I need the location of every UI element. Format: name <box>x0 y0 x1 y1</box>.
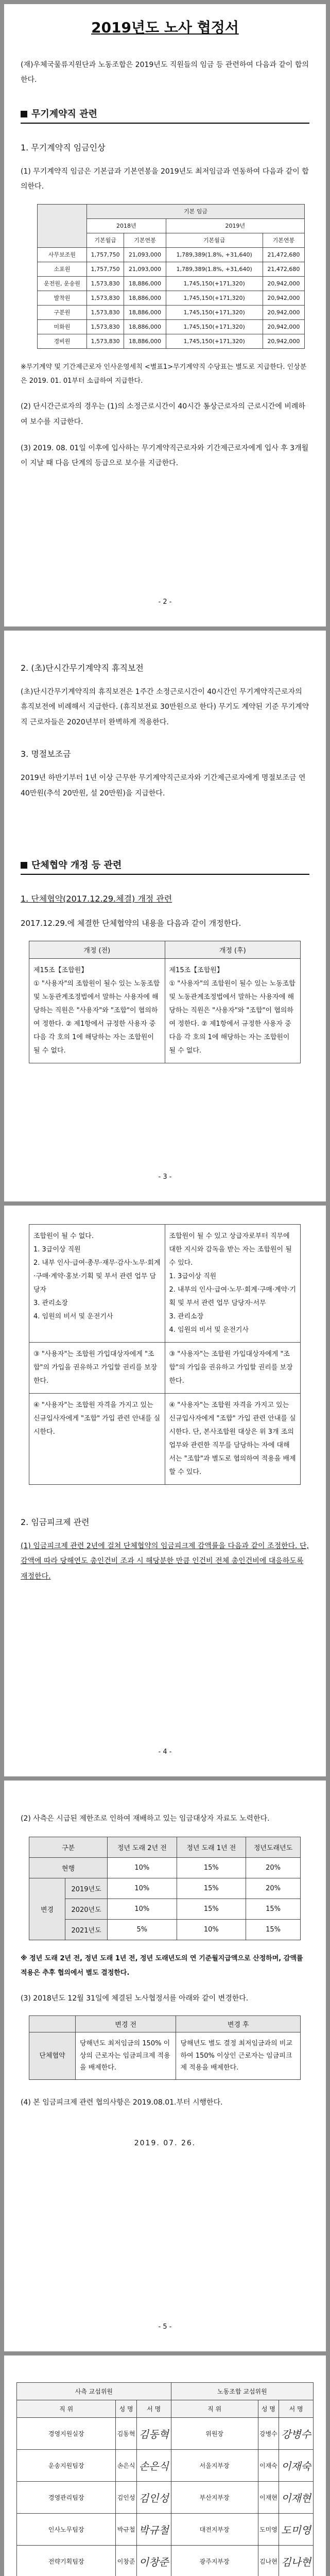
paragraph: (3) 2019. 08. 01일 이후에 입사하는 무기계약직근로자와 기간제근로자에게 입사 후 3개월이 지날 때 다음 단계의 등급으로 보수를 지급한다. <box>21 444 309 468</box>
signature: 손은식 <box>136 2450 171 2482</box>
page-number: - 4 - <box>158 1748 172 1756</box>
paragraph: (2) 단시간근로자의 경우는 (1)의 소정근로시간이 40시간 통상근로자의 근로시간에 비례하여 보수를 지급한다. <box>21 402 305 426</box>
signature-table: 사측 교섭위원 노동조합 교섭위원 직 위 성 명 서 명 직 위 성 명 서 명 경영지원실장 김동혁 김동혁 위원장 강병수 강병수 운송지원팀장 손은식 손은식 서울지부장 이재숙 이재숙 경영관리팀장 김인성 김인성 부산지부장 이재현 이재현 인사노무팀장 박규철 박규철 대전지부장 도미영 도미영 전략기획팀장 이창준 이창준 광주지부장 김나현 김나현 <box>16 2382 314 2576</box>
page-number: - 5 - <box>158 2323 172 2331</box>
sub-col: 기본연봉 <box>124 233 166 247</box>
paragraph: (3) 2018년도 12월 31일에 체결된 노사협정서를 아래와 같이 변경한다. <box>21 1994 249 2003</box>
subsection-heading: 2. (초)단시간무기계약직 휴직보전 <box>21 663 144 673</box>
article-text: ① "사용자"의 조합원이 될수 있는 노동조합 및 노동관계조정법에서 말하는 사용자에 해당하는 직원은 "사용자"와 "조합"이 협의하여 정한다. ② 제1항에서 규정한 사용자 중 다음 각 호의 1에 해당하는 자는 조합원이 될 수 없다. <box>169 980 296 1055</box>
paragraph: (2) 사측은 시급된 제한조로 인하여 재배하고 있는 임금대상자 자료도 노력한다. <box>21 1815 270 1823</box>
signature: 김동혁 <box>136 2418 171 2450</box>
signature: 김나현 <box>279 2546 314 2576</box>
alteration-table: 변경 전 변경 후 단체협약 당해년도 최저임금의 150% 이상의 근로자는 임금피크제 적용을 배제한다. 당해년도 별도 결정 최저임금과의 비교하여 150% 이상인 근로자는 임금피크제 적용을 배제한다. <box>29 2015 301 2079</box>
square-bullet-icon <box>21 862 27 869</box>
signature: 이창준 <box>136 2546 171 2576</box>
table-row: 운전원, 운송원 1,573,830 18,886,000 1,745,150(+171,320) 20,942,000 <box>38 276 305 291</box>
sub-col: 기본연봉 <box>263 233 304 247</box>
signature-row: 인사노무팀장 박규철 박규철 대전지부장 도미영 도미영 <box>17 2514 314 2546</box>
section-heading: 무기계약직 관련 <box>21 107 309 124</box>
revision-table <box>29 941 301 1063</box>
sub-col: 기본월급 <box>166 233 263 247</box>
revised-cell <box>165 959 301 1063</box>
revised-clause: ④ "사용자"는 조합원 자격을 가지고 있는 신규입사자에게 "조합" 가입 관련 안내를 실시한다. 단, 본사조합원 대상은 위 3개 조의 업무와 관련한 직무를 담당하는 자에 대해서는 "조합"과 별도로 협의하여 적용을 배제할 수 있다. <box>165 1394 301 1485</box>
col-revised: 개정 (후) <box>165 941 301 959</box>
article-label: 제15조【조합원】 <box>169 967 223 975</box>
signature-row: 경영관리팀장 김인성 김인성 부산지부장 이재현 이재현 <box>17 2482 314 2514</box>
revision-table-continued <box>29 1224 301 1485</box>
signature: 박규철 <box>136 2514 171 2546</box>
table-row: 변경 2019년도 10% 15% 20% <box>29 1878 301 1899</box>
revised-clause: ③ "사용자"는 조합원 가입대상자에게 "조합"의 가입을 권유하고 가입할 권리를 보장한다. <box>165 1343 301 1394</box>
table-row: 2020년도 10% 15% 15% <box>29 1899 301 1920</box>
reduction-rate-table: 구분 정년 도래 2년 전 정년 도래 1년 전 정년도래년도 현행 10% 15% 20% 변경 2019년도 10% 15% 20% 2020년도 10% 15% 15% 2021년도 5% 10% 15% <box>29 1837 301 1940</box>
page-5 <box>4 2355 326 2576</box>
paragraph: (1) 무기계약직 임금은 기본급과 기본연봉을 2019년도 최저임금과 연동하여 다음과 같이 합의한다. <box>21 167 309 191</box>
wage-table <box>37 204 305 349</box>
table-row: 현행 10% 15% 20% <box>29 1858 301 1878</box>
change-label: 변경 <box>29 1878 65 1940</box>
table-row: 발착원 1,573,830 18,886,000 1,745,150(+171,320) 20,942,000 <box>38 291 305 305</box>
col-2018: 2018년 <box>87 218 166 233</box>
table-row: 경비원 1,573,830 18,886,000 1,745,150(+171,320) 20,942,000 <box>38 334 305 348</box>
subsection-heading: 3. 명절보조금 <box>21 749 71 759</box>
agreement-date: 2019. 07. 26. <box>134 2139 196 2147</box>
table-row: 미화원 1,573,830 18,886,000 1,745,150(+171,320) 20,942,000 <box>38 319 305 334</box>
signature: 김인성 <box>136 2482 171 2514</box>
table-header: 기본 임금 <box>87 204 305 218</box>
table-row: 2021년도 5% 10% 15% <box>29 1920 301 1940</box>
page-3 <box>4 1206 326 1776</box>
paragraph: 2019년 하반기부터 1년 이상 근무한 무기계약직근로자와 기간제근로자에게 명절보조금 연 40만원(추석 20만원, 설 20만원)을 지급한다. <box>21 774 306 798</box>
article-text: ① "사용자"의 조합원이 될수 있는 노동조합 및 노동관계조정법에서 말하는 사용자에 해당하는 직원은 "사용자"와 "조합"이 협의하여 정한다. ② 제1항에서 규정한 사용자 중 다음 각 호의 1에 해당하는 자는 조합원이 될 수 없다. <box>33 980 160 1055</box>
table-corner <box>38 204 87 247</box>
table-note: ※ 정년 도래 2년 전, 정년 도래 1년 전, 정년 도래년도의 연 기준월지급액으로 산정하며, 감액률 적용은 추후 협의에서 별도 결정한다. <box>21 1955 303 1977</box>
preamble: (재)우체국물류지원단과 노동조합은 2019년도 직원들의 임금 등 관련하여 다음과 같이 합의한다. <box>21 61 309 84</box>
current-clause: ③ "사용자"는 조합원 가입대상자에게 "조합"의 가입을 권유하고 가입할 권리를 보장한다. <box>29 1343 165 1394</box>
page-2 <box>4 631 326 1201</box>
paragraph: (1) 임금피크제 관련 2년에 걸쳐 단체협약의 임금피크제 감액률을 다음과 같이 조정한다. 단, 감액에 따라 당해연도 총인건비 조과 시 해당분한 만큼 인건비 전체 총인건비에 대응하도록 재정한다. <box>21 1542 309 1581</box>
table-note: ※무기계약 및 기간제근로자 인사운영세칙 <별표1>무기계약직 수당표는 별도로 지급한다. 인상분은 2019. 01. 01부터 소급하여 지급한다. <box>21 363 307 385</box>
signature: 도미영 <box>279 2514 314 2546</box>
current-items: 조합원이 될 수 없다. 1. 3급이상 직원 2. 내부 인사·급여·총무·재무·감사·노무·회계·구매·계약·홍보·기획 및 부서 관련 업무 담당자 3. 관리소장 4. 임원의 비서 및 운전기사 <box>29 1225 165 1343</box>
page-title: 2019년도 노사 협정서 <box>91 19 239 36</box>
table-row: 사무보조원 1,757,750 21,093,000 1,789,389(1.8%, +31,640) 21,472,680 <box>38 247 305 262</box>
signature: 이재현 <box>279 2482 314 2514</box>
table-row: 구분원 1,573,830 18,886,000 1,745,150(+171,320) 20,942,000 <box>38 305 305 319</box>
page-number: - 3 - <box>158 1173 172 1181</box>
paragraph: (4) 본 임금피크제 관련 협의사항은 2019.08.01.부터 시행한다. <box>21 2098 223 2107</box>
signature-row: 경영지원실장 김동혁 김동혁 위원장 강병수 강병수 <box>17 2418 314 2450</box>
subsection-heading: 1. 단체협약(2017.12.29.체결) 개정 관련 <box>21 893 172 904</box>
signature-row: 전략기획팀장 이창준 이창준 광주지부장 김나현 김나현 <box>17 2546 314 2576</box>
section-heading: 단체협약 개정 등 관련 <box>21 858 309 875</box>
page-4 <box>4 1781 326 2351</box>
paragraph: (초)단시간무기계약직의 휴직보전은 1주간 소정근로시간이 40시간인 무기계약직근로자의 휴직보전에 비례해서 지급한다. (휴직보전료 30만원으로 한다) 무기도 계약된 기준 무기계약직 근로자들은 2020년부터 완벽하게 적용한다. <box>21 688 309 726</box>
signature: 강병수 <box>279 2418 314 2450</box>
subsection-heading: 2. 임금피크제 관련 <box>21 1517 90 1527</box>
col-2019: 2019년 <box>166 218 304 233</box>
square-bullet-icon <box>21 111 27 117</box>
subsection-heading: 1. 무기계약직 임금인상 <box>21 142 106 152</box>
page-1 <box>4 4 326 626</box>
left-header: 사측 교섭위원 <box>17 2383 171 2400</box>
signature: 이재숙 <box>279 2450 314 2482</box>
article-label: 제15조【조합원】 <box>33 967 88 975</box>
revised-items: 조합원이 될 수 있고 상급자로부터 직무에 대한 지시와 감독을 받는 자는 조합원이 될 수 있다. 1. 3급이상 직원 2. 내부의 인사·급여·노무·회계·구매·계약·기획 및 부서 관련 업무 담당자·서무 3. 관리소장 4. 임원의 비서 및 운전기사 <box>165 1225 301 1343</box>
right-header: 노동조합 교섭위원 <box>171 2383 313 2400</box>
current-cell <box>29 959 165 1063</box>
page-number: - 2 - <box>158 598 172 606</box>
table-row: 소포원 1,757,750 21,093,000 1,789,389(1.8%, +31,640) 21,472,680 <box>38 262 305 276</box>
col-current: 개정 (전) <box>29 941 165 959</box>
sub-col: 기본월급 <box>87 233 124 247</box>
current-clause: ④ "사용자"는 조합원 자격을 가지고 있는 신규입사자에게 "조합" 가입 관련 안내를 실시한다. <box>29 1394 165 1485</box>
signature-row: 운송지원팀장 손은식 손은식 서울지부장 이재숙 이재숙 <box>17 2450 314 2482</box>
paragraph: 2017.12.29.에 체결한 단체협약의 내용을 다음과 같이 개정한다. <box>21 918 241 928</box>
